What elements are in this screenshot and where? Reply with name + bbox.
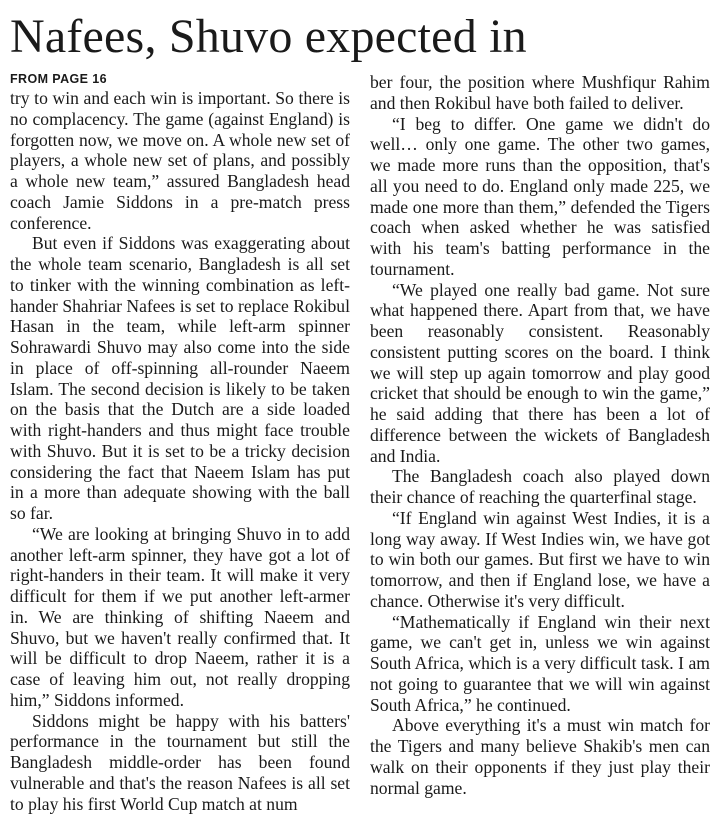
paragraph: Siddons might be happy with his batters' performance in the tournament but still the Bangladesh middle-order has been found vulnerable and that's the reason Nafees is all set to play his first World Cup match at num: [10, 710, 350, 814]
paragraph: But even if Siddons was exaggerating about the whole team scenario, Bangladesh is all set to tinker with the winning combination as left-hander Shahriar Nafees is set to replace Rokibul Hasan in the team, while left-arm spinner Sohrawardi Shuvo may also come into the side in place of off-spinning all-rounder Naeem Islam. The second decision is likely to be taken on the basis that the Dutch are a side loaded with right-handers and thus might face trouble with Shuvo. But it is set to be a tricky decision considering the fact that Naeem Islam has put in a more than adequate showing with the ball so far.: [10, 233, 350, 523]
paragraph: ber four, the position where Mushfiqur Rahim and then Rokibul have both failed to deliver.: [370, 72, 710, 113]
article-column-left: [10, 72, 350, 814]
article-column-right: [370, 72, 710, 798]
paragraph: “If England win against West Indies, it is a long way away. If West Indies win, we have got to win both our games. But first we have to win tomorrow, and then if England lose, we have a chance. Otherwise it's very difficult.: [370, 507, 710, 611]
paragraph: The Bangladesh coach also played down their chance of reaching the quarterfinal stage.: [370, 466, 710, 507]
paragraph: “I beg to differ. One game we didn't do well… only one game. The other two games, we made more runs than the opposition, that's all you need to do. England only made 225, we made one more than them,” defended the Tigers coach when asked whether he was satisfied with his team's batting performance in the tournament.: [370, 113, 710, 279]
paragraph: “We played one really bad game. Not sure what happened there. Apart from that, we have been reasonably consistent. Reasonably consistent putting scores on the board. I think we will step up again tomorrow and play good cricket that should be enough to win the game,” he said adding that there has been a lot of difference between the wickets of Bangladesh and India.: [370, 279, 710, 466]
continued-from-label: FROM PAGE 16: [10, 72, 107, 86]
paragraph: Above everything it's a must win match for the Tigers and many believe Shakib's men can walk on their opponents if they just play their normal game.: [370, 715, 710, 798]
paragraph: try to win and each win is important. So there is no complacency. The game (against England) is forgotten now, we move on. A whole new set of players, a whole new set of plans, and possibly a whole new team,” assured Bangladesh head coach Jamie Siddons in a pre-match press conference.: [10, 88, 350, 233]
paragraph: “Mathematically if England win their next game, we can't get in, unless we win against South Africa, which is a very difficult task. I am not going to guarantee that we will win against South Africa,” he continued.: [370, 611, 710, 715]
headline: Nafees, Shuvo expected in: [10, 10, 527, 63]
paragraph: “We are looking at bringing Shuvo in to add another left-arm spinner, they have got a lot of right-handers in their team. It will make it very difficult for them if we put another left-armer in. We are thinking of shifting Naeem and Shuvo, but we haven't really confirmed that. It will be difficult to drop Naeem, rather it is a case of leaving him out, not really dropping him,” Siddons informed.: [10, 523, 350, 710]
